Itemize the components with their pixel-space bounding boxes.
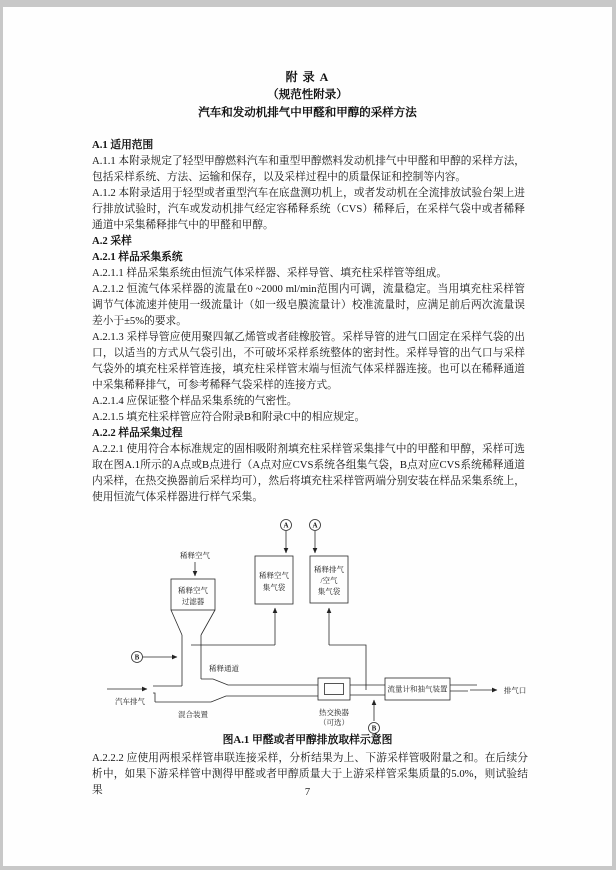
label-filter-line2: 过滤器 [181, 597, 205, 606]
duct-bottom [155, 696, 318, 702]
point-a-label-2: A [312, 521, 318, 530]
page-number: 7 [304, 787, 311, 798]
point-a-label-1: A [283, 521, 289, 530]
heat-exchanger-core [325, 684, 344, 695]
paragraph-a12: A.1.2 本附录适用于轻型或者重型汽车在底盘测功机上，或者发动机在全流排放试验台架上进行排放试验时，汽车或发动机排气经定容稀释系统（CVS）稀释后，在采样气袋中或者稀释通道中采集稀释排气中的甲醛和甲醇。 [92, 187, 525, 231]
label-dilution-air: 稀释空气 [180, 551, 210, 560]
label-flowmeter: 流量计和抽气装置 [387, 684, 448, 694]
label-mixer: 混合装置 [178, 710, 208, 719]
label-heat-exchanger-line2: （可选） [319, 718, 349, 727]
appendix-title-block [3, 68, 612, 122]
point-b-label-1: B [134, 653, 140, 662]
label-bag1-line1: 稀释空气 [259, 571, 289, 580]
section-heading-a1: A.1 适用范围 [92, 139, 154, 151]
paragraph-a211: A.2.1.1 样品采集系统由恒流气体采样器、采样导管、填充柱采样管等组成。 [92, 267, 448, 279]
label-heat-exchanger-line1: 热交换器 [319, 708, 349, 717]
duct-mid [350, 685, 385, 695]
inlet-pipe [153, 686, 182, 702]
section-heading-a21: A.2.1 样品采集系统 [92, 251, 183, 263]
label-bag2-line1: 稀释排气 [314, 565, 344, 574]
figure-a1-diagram [99, 506, 531, 734]
paragraph-a212: A.2.1.2 恒流气体采样器的流量在0 ~2000 ml/min范围内可调，流量稳定。当用填充柱采样管调节气体流速并使用一级流量计（如一级皂膜流量计）校准流量时，应满足前后两次流量误差小于±5%的要求。 [92, 283, 525, 327]
label-bag1-line2: 集气袋 [262, 583, 286, 592]
label-bag2-line3: 集气袋 [317, 587, 341, 596]
paragraph-a11: A.1.1 本附录规定了轻型甲醇燃料汽车和重型甲醇燃料发动机排气中甲醛和甲醇的采样方法，包括采样系统、方法、运输和保存，以及采样过程中的质量保证和控制等内容。 [92, 155, 525, 183]
label-outlet: 排气口 [503, 686, 527, 695]
appendix-title: 附 录 A [285, 70, 330, 84]
section-heading-a22: A.2.2 样品采集过程 [92, 427, 183, 439]
paragraph-a213: A.2.1.3 采样导管应使用聚四氟乙烯管或者硅橡胶管。采样导管的进气口固定在采样气袋的出口，以适当的方式从气袋引出，不可破坏采样系统整体的密封性。采样导管的出气口与采样气袋外的填充柱采样管连接，填充柱采样管末端与恒流气体采样器连接。也可以在稀释通道中采集稀释排气，可参考稀释气袋采样的连接方式。 [92, 331, 525, 391]
section-heading-a2: A.2 采样 [92, 235, 132, 247]
paragraph-a221: A.2.2.1 使用符合本标准规定的固相吸附剂填充柱采样管采集排气中的甲醛和甲醇，采样可选取在图A.1所示的A点或B点进行（A点对应CVS系统各组集气袋，B点对应CVS系统稀释通道内采样，在热交换器前后采样均可），然后将填充柱采样管两端分别安装在样品采集系统上，使用恒流气体采样器进行样气采集。 [92, 443, 525, 503]
label-dilution-channel: 稀释通道 [209, 664, 239, 673]
appendix-method-title: 汽车和发动机排气中甲醛和甲醇的采样方法 [198, 107, 417, 119]
label-bag2-line2: /空气 [320, 576, 338, 585]
paragraph-a215: A.2.1.5 填充柱采样管应符合附录B和附录C中的相应规定。 [92, 411, 366, 423]
point-b-label-2: B [371, 724, 377, 733]
document-body [92, 137, 525, 505]
paragraph-a214: A.2.1.4 应保证整个样品采集系统的气密性。 [92, 395, 298, 407]
duct-top [201, 679, 318, 685]
label-vehicle-exhaust: 汽车排气 [115, 697, 145, 706]
figure-caption: 图A.1 甲醛或者甲醇排放取样示意图 [222, 734, 393, 746]
box-dilution-air-bag [255, 556, 293, 604]
paragraph-a222: A.2.2.2 应使用两根采样管串联连接采样，分析结果为上、下游采样管吸附量之和。在后续分析中，如果下游采样管中测得甲醛或者甲醇质量大于上游采样管采集质量的5.0%，则试验结果 [92, 752, 528, 796]
filter-funnel [171, 610, 215, 635]
label-filter-line1: 稀释空气 [178, 586, 208, 595]
appendix-subtitle: （规范性附录） [267, 89, 348, 101]
document-page [3, 7, 612, 866]
